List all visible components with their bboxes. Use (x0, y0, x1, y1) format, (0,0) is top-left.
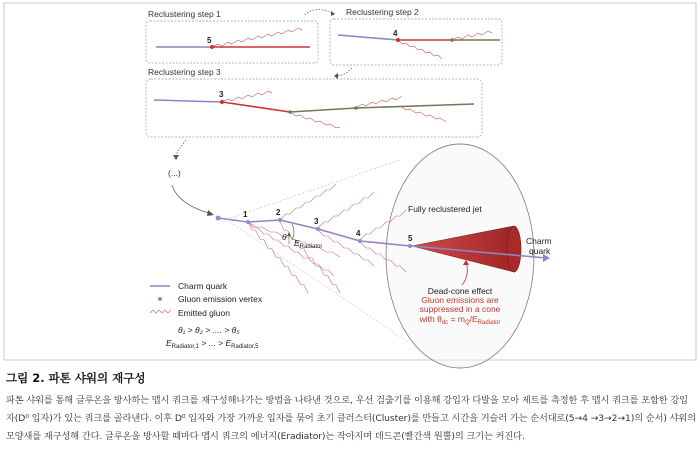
main-vertex-5 (408, 244, 412, 248)
step-3-vertex-c (354, 106, 358, 110)
main-vertex-4 (358, 239, 362, 243)
legend-e-order-sub5: Radiator,5 (231, 344, 259, 350)
reclustering-step-3 (146, 67, 482, 137)
e-radiator-arrow-head (287, 232, 291, 236)
dead-cone-line-1: Gluon emissions are (421, 295, 499, 305)
main-vertex-label-4: 4 (356, 229, 361, 238)
legend-charm-quark: Charm quark (178, 281, 228, 291)
theta-label: θ (282, 232, 287, 242)
main-vertex-label-2: 2 (276, 208, 281, 217)
e-radiator-label (294, 238, 322, 250)
dead-cone-title: Dead-cone effect (427, 286, 493, 296)
step-2-box (330, 19, 502, 65)
dead-cone-eq-rest: /E (469, 314, 478, 324)
arrow-step2-to-step3-head (334, 73, 338, 79)
projection-line-top (230, 160, 400, 218)
ellipsis: (...) (168, 168, 181, 178)
arrow-step1-to-step2 (305, 10, 335, 15)
step-3-vertex-b (288, 110, 292, 114)
main-gluon-1b (248, 222, 308, 293)
dead-cone-eq-prefix: with θ (419, 314, 442, 324)
step-2-vertex-b (450, 38, 454, 42)
main-vertex-label-1: 1 (243, 210, 248, 219)
step-3-quark-line (154, 100, 222, 102)
legend-e-order (166, 338, 259, 350)
charm-quark-label-1: Charm (526, 236, 552, 246)
legend-theta-order: θ₁ > θ₂ > .... > θ₅ (178, 325, 240, 335)
step-3-gluon-2 (290, 112, 340, 128)
step-1-gluon (212, 28, 302, 47)
step-3-red-line (222, 102, 290, 112)
dead-cone-eq-sub3: Radiator (477, 320, 501, 326)
legend-e-order-sub1: Radiator,1 (171, 344, 200, 350)
caption-title: 그림 2. 파톤 샤워의 재구성 (6, 371, 146, 385)
step-1-vertex-label: 5 (207, 36, 212, 45)
step-2-vertex-label: 4 (393, 29, 398, 38)
main-vertex-1 (246, 220, 250, 224)
arrow-step3-to-ellipsis-head (173, 155, 179, 160)
arrow-ellipsis-to-jet (172, 185, 212, 214)
dead-cone-eq-sub2: Q (464, 320, 470, 326)
dead-cone-base (507, 226, 521, 272)
charm-quark-label-2: quark (529, 246, 551, 256)
legend-gluon-vertex: Gluon emission vertex (178, 294, 263, 304)
legend-vertex-swatch (158, 297, 162, 301)
step-1-title: Reclustering step 1 (148, 9, 221, 19)
reclustering-step-2 (330, 7, 502, 65)
caption-body: 파톤 샤워를 통해 글루온을 방사하는 맵시 쿼크를 재구성해나가는 방법을 나타낸 것으로, 우선 검출기를 이용해 강입자 다발을 모아 제트를 측정한 후 맵시 쿼크를 포함한 강입자(D⁰ 입자)가 있는 쿼크를 골라낸다. 이후 D⁰ 입자와 가장 가까운 입자를 묶어 초기 클러스터(Cluster)를 만들고 시간을 거슬러 가는 순서대로(5→4 →3→2→1)의 순서) 샤워의 모양새를 재구성해 간다. 글루온을 방사할 때마다 맵시 쿼크의 에너지(Eradiator)는 작아지며 데드콘(빨간색 원뿔)의 크기는 커진다. (6, 395, 696, 442)
step-1-vertex (210, 45, 214, 49)
step-2-title: Reclustering step 2 (346, 7, 419, 17)
dead-cone-line-2: suppressed in a cone (419, 304, 501, 314)
main-vertex-start (216, 216, 221, 221)
step-3-green-line-2 (356, 104, 474, 108)
main-vertex-label-3: 3 (314, 217, 319, 226)
step-3-title: Reclustering step 3 (148, 67, 221, 77)
projection-line-bottom (230, 222, 408, 342)
main-gluon-2a (280, 184, 336, 220)
figure-caption (6, 370, 696, 446)
dead-cone-eq-mid: = m (448, 314, 465, 324)
step-3-gluon (222, 91, 272, 102)
reclustering-step-1 (146, 9, 318, 63)
e-radiator-sub: Radiator (299, 244, 323, 250)
arrow-ellipsis-to-jet-head (207, 210, 214, 216)
step-3-vertex (220, 100, 224, 104)
step-1-box (146, 21, 318, 63)
legend-e-order-prefix: E (166, 338, 172, 348)
main-jet (216, 144, 552, 368)
legend-e-order-mid: > ... > E (199, 338, 232, 348)
legend (150, 281, 263, 350)
step-3-gluon-4 (400, 106, 446, 122)
main-gluon-3a (318, 192, 374, 228)
step-2-gluon-2 (452, 31, 492, 40)
step-2-gluon (398, 40, 442, 59)
main-vertex-label-5: 5 (408, 234, 413, 243)
legend-emitted-gluon: Emitted gluon (178, 308, 230, 318)
figure-frame (4, 3, 696, 360)
legend-gluon-swatch (150, 310, 171, 313)
step-3-vertex-label: 3 (219, 90, 224, 99)
main-vertex-3 (316, 227, 320, 231)
step-3-green-line (290, 108, 356, 112)
e-radiator-main: E (294, 238, 300, 248)
dead-cone-eq-sub: dc (441, 320, 449, 326)
main-vertex-2 (278, 218, 282, 222)
step-2-vertex (396, 38, 400, 42)
step-2-quark-line (338, 35, 398, 40)
step-3-box (146, 79, 482, 137)
fully-reclustered-label: Fully reclustered jet (408, 204, 482, 214)
